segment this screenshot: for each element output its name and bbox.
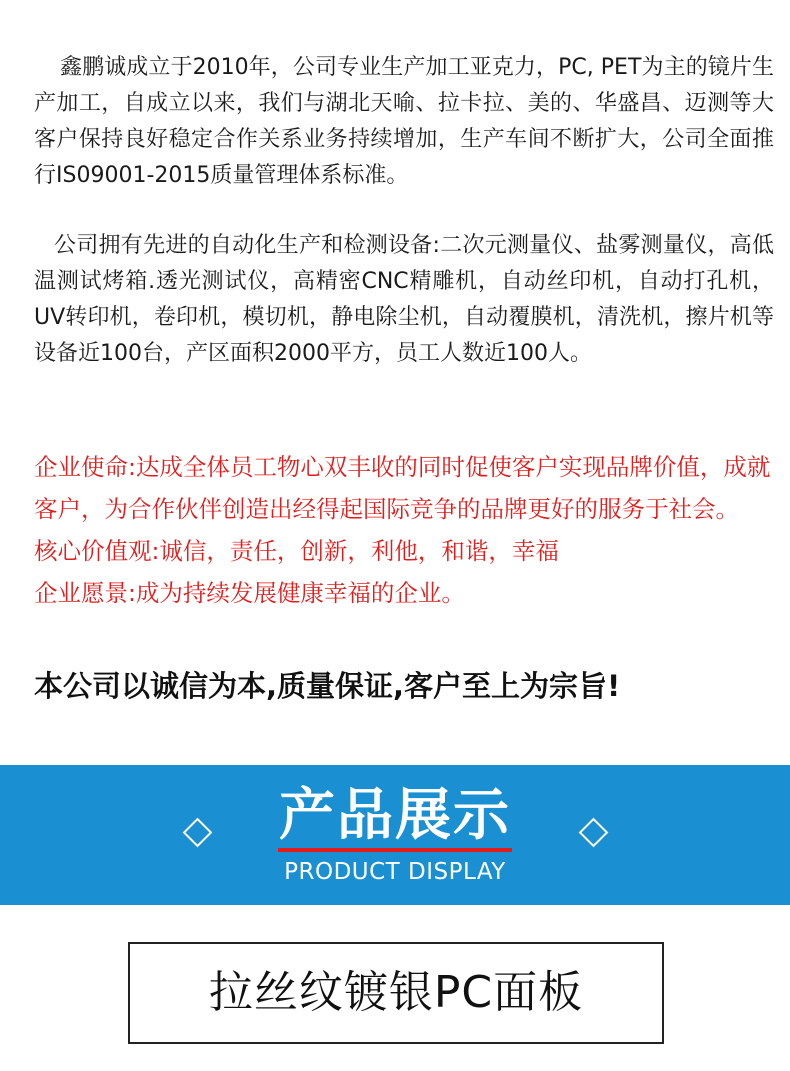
banner-title: 产品展示 — [279, 783, 511, 848]
product-display-banner — [0, 765, 790, 905]
banner-title-underline — [278, 848, 512, 852]
core-values-statement: 核心价值观:诚信，责任，创新，利他，和谐，幸福 — [34, 537, 559, 565]
banner-subtitle: PRODUCT DISPLAY — [284, 859, 506, 885]
company-motto: 本公司以诚信为本,质量保证,客户至上为宗旨! — [34, 669, 621, 703]
product-name: 拉丝纹镀银PC面板 — [208, 967, 584, 1018]
vision-statement: 企业愿景:成为持续发展健康幸福的企业。 — [34, 579, 465, 607]
product-name-box — [128, 942, 664, 1044]
intro-paragraph-company: 鑫鹏诚成立于2010年，公司专业生产加工亚克力，PC, PET为主的镜片生产加工，自成立以来，我们与湖北天喻、拉卡拉、美的、华盛昌、迈测等大客户保持良好稳定合作关系业务持续增加，生产车间不断扩大，公司全面推行IS09001-2015质量管理体系标准。 — [34, 55, 774, 188]
intro-paragraph-equipment: 公司拥有先进的自动化生产和检测设备:二次元测量仪、盐雾测量仪，高低温测试烤箱.透光测试仪，高精密CNC精雕机，自动丝印机，自动打孔机，UV转印机，卷印机，模切机，静电除尘机，自动覆膜机，清洗机，擦片机等设备近100台，产区面积2000平方，员工人数近100人。 — [34, 233, 774, 366]
mission-statement: 企业使命:达成全体员工物心双丰收的同时促使客户实现品牌价值，成就客户，为合作伙伴创造出经得起国际竞争的品牌更好的服务于社会。 — [34, 453, 771, 523]
company-values — [34, 446, 774, 614]
